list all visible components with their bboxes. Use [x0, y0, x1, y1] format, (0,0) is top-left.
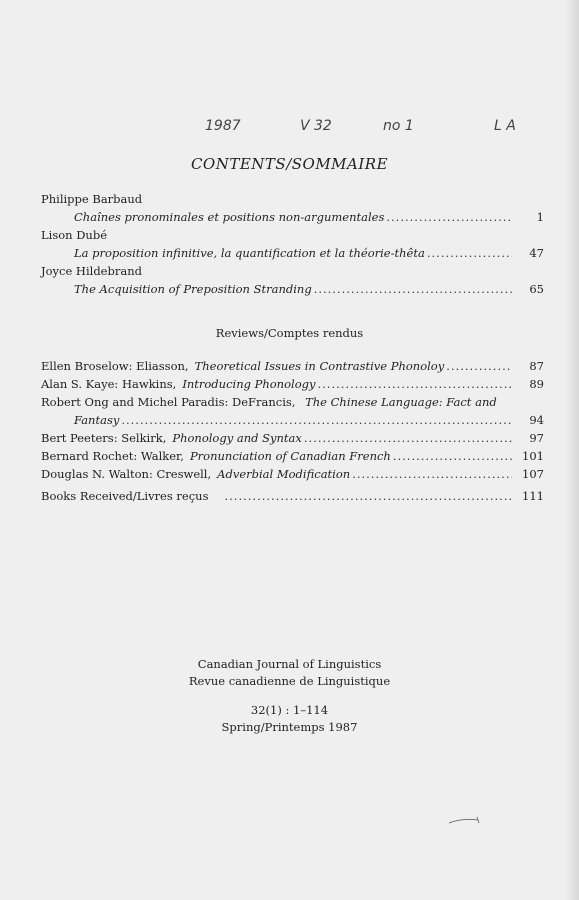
review-title: Theoretical Issues in Contrastive Phonoloy [194, 359, 445, 373]
page-number: 111 [522, 489, 544, 503]
article-entry [41, 262, 544, 298]
page-number: 89 [529, 377, 544, 391]
issue-info [0, 702, 579, 736]
article-entry [41, 226, 544, 262]
article-line[interactable] [41, 208, 544, 226]
article-entry [41, 190, 544, 226]
page-number: 97 [529, 431, 544, 445]
handwritten-number: no 1 [383, 118, 414, 134]
page-number: 94 [529, 413, 544, 427]
handwritten-volume: V 32 [300, 118, 332, 134]
article-author: Lison Dubé [41, 228, 107, 242]
review-title: Pronunciation of Canadian French [189, 449, 391, 463]
article-author: Philippe Barbaud [41, 192, 143, 206]
books-line[interactable] [41, 487, 544, 505]
dot-leader [446, 357, 512, 375]
dot-leader [427, 244, 512, 262]
review-title: Phonology and Syntax [172, 431, 302, 445]
handwritten-code: L A [494, 118, 516, 134]
review-line[interactable] [41, 447, 544, 465]
article-author: Joyce Hildebrand [41, 264, 142, 278]
issue-season: Spring/Printemps 1987 [221, 720, 358, 734]
journal-info [0, 656, 579, 690]
journal-name-en: Canadian Journal of Linguistics [197, 657, 382, 671]
review-line[interactable] [41, 375, 544, 393]
review-line[interactable] [41, 393, 544, 411]
review-reviewer: Bert Peeters: Selkirk, [41, 431, 167, 445]
page-title: CONTENTS/SOMMAIRE [190, 155, 389, 173]
books-received [41, 487, 544, 505]
review-line[interactable] [41, 357, 544, 375]
books-label: Books Received/Livres reçus [41, 489, 209, 503]
review-line[interactable] [41, 429, 544, 447]
article-title: La proposition infinitive, la quantification et la théorie-thêta [74, 246, 425, 260]
review-line[interactable] [41, 465, 544, 483]
page-number: 1 [536, 210, 544, 224]
articles-list [41, 190, 544, 298]
page-number: 47 [529, 246, 544, 260]
review-reviewer: Robert Ong and Michel Paradis: DeFrancis, [41, 395, 296, 409]
journal-name-fr: Revue canadienne de Linguistique [188, 674, 391, 688]
article-line[interactable] [41, 280, 544, 298]
article-line[interactable] [41, 244, 544, 262]
page-edge-shadow [565, 0, 579, 900]
dot-leader [121, 411, 512, 429]
review-line-continued[interactable] [41, 411, 544, 429]
review-reviewer: Ellen Broselow: Eliasson, [41, 359, 189, 373]
handwritten-year: 1987 [205, 118, 241, 134]
dot-leader [317, 375, 512, 393]
dot-leader [314, 280, 512, 298]
article-title: The Acquisition of Preposition Stranding [74, 282, 312, 296]
dot-leader [352, 465, 512, 483]
pencil-mark-icon [448, 814, 484, 826]
review-reviewer: Alan S. Kaye: Hawkins, [41, 377, 177, 391]
review-title: Adverbial Modification [217, 467, 351, 481]
review-title: Introducing Phonology [182, 377, 316, 391]
page-number: 107 [522, 467, 544, 481]
review-title-continued: Fantasy [74, 413, 120, 427]
dot-leader [224, 487, 512, 505]
issue-number: 32(1) : 1–114 [250, 703, 329, 717]
page-number: 101 [522, 449, 544, 463]
page-number: 65 [529, 282, 544, 296]
review-reviewer: Bernard Rochet: Walker, [41, 449, 184, 463]
reviews-list [41, 357, 544, 483]
page-number: 87 [529, 359, 544, 373]
review-title: The Chinese Language: Fact and [305, 395, 497, 409]
review-reviewer: Douglas N. Walton: Creswell, [41, 467, 212, 481]
dot-leader [393, 447, 512, 465]
dot-leader [304, 429, 512, 447]
dot-leader [386, 208, 512, 226]
article-title: Chaînes pronominales et positions non-argumentales [74, 210, 385, 224]
reviews-heading: Reviews/Comptes rendus [215, 326, 364, 340]
